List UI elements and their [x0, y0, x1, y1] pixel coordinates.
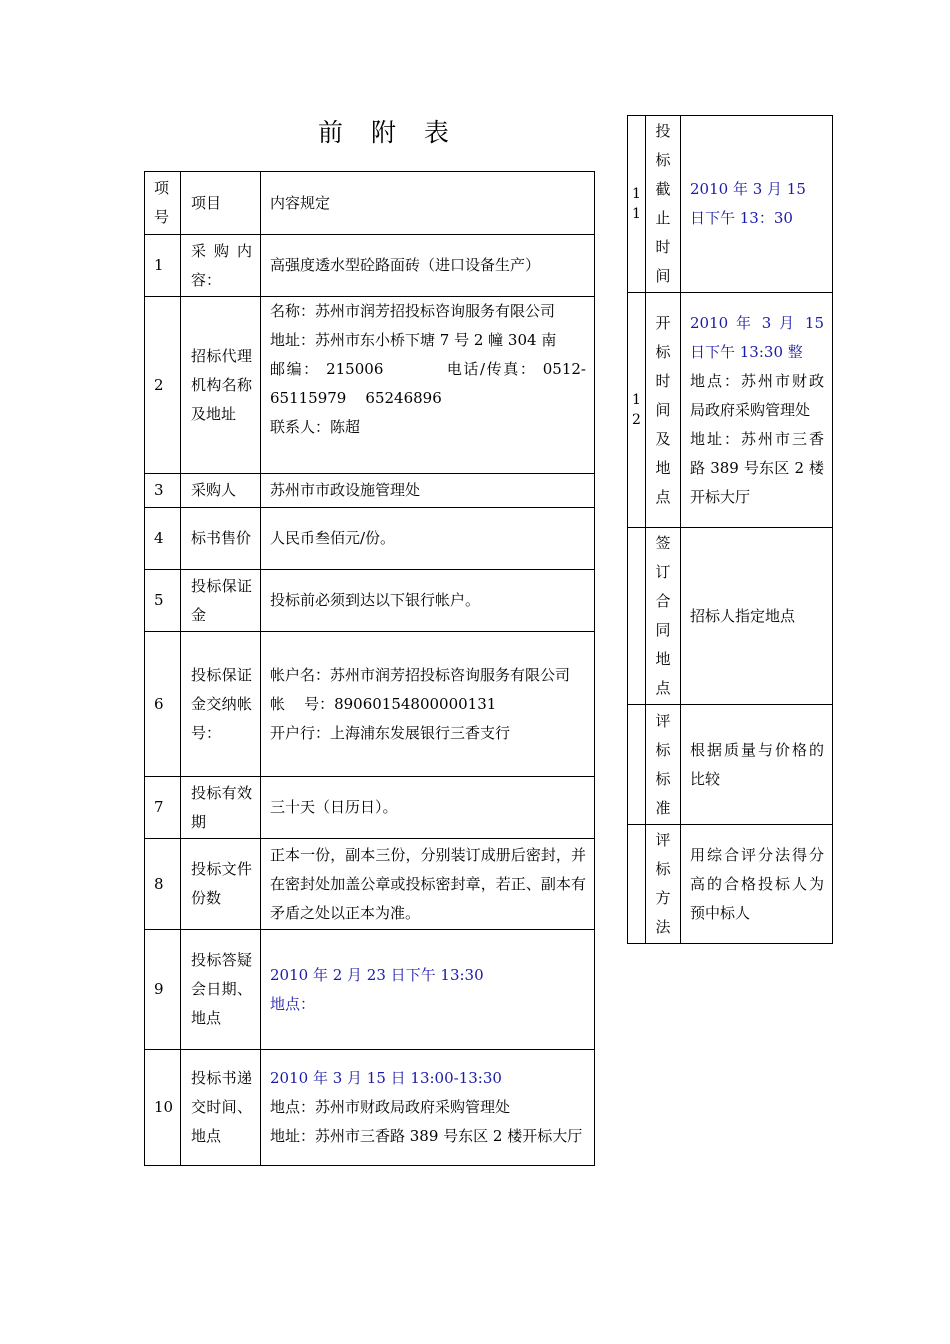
row-num: 9 — [145, 930, 181, 1050]
row-content: 正本一份，副本三份，分别装订成册后密封，并在密封处加盖公章或投标密封章，若正、副本有矛盾之处以正本为准。 — [261, 839, 595, 930]
row-num: 2 — [145, 297, 181, 474]
row-item: 标书售价 — [181, 508, 261, 570]
row-content: 高强度透水型砼路面砖（进口设备生产） — [261, 235, 595, 297]
row-num: 7 — [145, 777, 181, 839]
header-item: 项目 — [181, 172, 261, 235]
header-row — [145, 172, 595, 235]
row-content: 2010 年 3 月 15 日下午 13：30 — [681, 116, 833, 293]
row-content: 三十天（日历日）。 — [261, 777, 595, 839]
table-row — [145, 777, 595, 839]
row-key: 签订合同地点 — [646, 528, 681, 705]
row-num: 6 — [145, 632, 181, 777]
row-key: 投标截止时间 — [646, 116, 681, 293]
row-num: 5 — [145, 570, 181, 632]
row-item: 投标保证金 — [181, 570, 261, 632]
row-num — [628, 705, 646, 825]
table-row — [145, 930, 595, 1050]
table-row — [628, 528, 833, 705]
header-num: 项号 — [145, 172, 181, 235]
table-row — [145, 474, 595, 508]
row-item: 投标有效期 — [181, 777, 261, 839]
table-row — [145, 508, 595, 570]
row-num: 12 — [628, 293, 646, 528]
row-content: 招标人指定地点 — [681, 528, 833, 705]
table-row — [145, 297, 595, 474]
table-row — [145, 632, 595, 777]
row-num: 3 — [145, 474, 181, 508]
row-content: 2010 年 2 月 23 日下午 13:30 地点： — [261, 930, 595, 1050]
main-table — [144, 171, 595, 1166]
table-row — [145, 570, 595, 632]
row-content: 根据质量与价格的比较 — [681, 705, 833, 825]
header-content: 内容规定 — [261, 172, 595, 235]
row-item: 招标代理机构名称及地址 — [181, 297, 261, 474]
row-key: 评标标准 — [646, 705, 681, 825]
row-content: 2010 年 3 月 15 日下午 13:30 整 地点：苏州市财政局政府采购管理处 地址：苏州市三香路 389 号东区 2 楼开标大厅 — [681, 293, 833, 528]
table-row — [628, 825, 833, 944]
row-content: 投标前必须到达以下银行帐户。 — [261, 570, 595, 632]
side-table — [627, 115, 833, 944]
row-num — [628, 528, 646, 705]
row-item: 投标书递交时间、地点 — [181, 1050, 261, 1166]
row-content: 苏州市市政设施管理处 — [261, 474, 595, 508]
table-row — [628, 116, 833, 293]
row-content: 名称：苏州市润芳招投标咨询服务有限公司 地址：苏州市东小桥下塘 7 号 2 幢 304 南 邮编： 215006 电话/传真： 0512-65115979 65246896 联系人：陈超 — [261, 297, 595, 474]
page-title: 前 附 表 — [318, 118, 459, 147]
row-content: 帐户名：苏州市润芳招投标咨询服务有限公司 帐 号：89060154800000131 开户行：上海浦东发展银行三香支行 — [261, 632, 595, 777]
row-num: 11 — [628, 116, 646, 293]
row-content: 2010 年 3 月 15 日 13:00-13:30 地点：苏州市财政局政府采购管理处 地址：苏州市三香路 389 号东区 2 楼开标大厅 — [261, 1050, 595, 1166]
row-item: 投标保证金交纳帐号： — [181, 632, 261, 777]
row-key: 开标时间及地点 — [646, 293, 681, 528]
row-key: 评标方法 — [646, 825, 681, 944]
row-num — [628, 825, 646, 944]
row-item: 投标答疑会日期、地点 — [181, 930, 261, 1050]
table-row — [145, 235, 595, 297]
table-row — [628, 293, 833, 528]
row-content: 用综合评分法得分高的合格投标人为预中标人 — [681, 825, 833, 944]
table-row — [145, 1050, 595, 1166]
row-item: 采购人 — [181, 474, 261, 508]
row-num: 10 — [145, 1050, 181, 1166]
row-num: 1 — [145, 235, 181, 297]
row-item: 采购内容： — [181, 235, 261, 297]
row-num: 8 — [145, 839, 181, 930]
table-row — [628, 705, 833, 825]
row-item: 投标文件份数 — [181, 839, 261, 930]
row-content: 人民币叁佰元/份。 — [261, 508, 595, 570]
row-num: 4 — [145, 508, 181, 570]
table-row — [145, 839, 595, 930]
